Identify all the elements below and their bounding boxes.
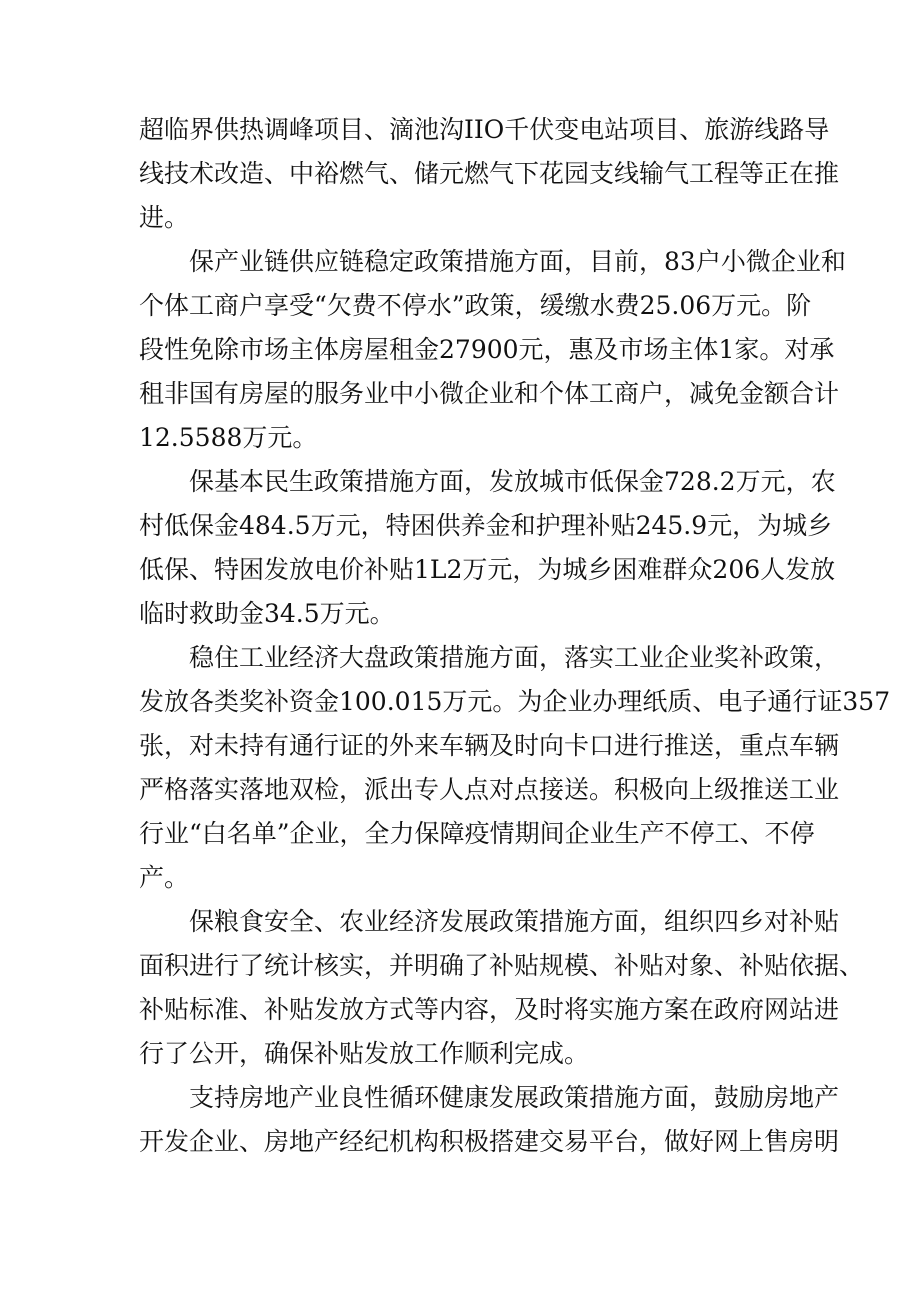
text-line: 发放各类奖补资金100.015万元。为企业办理纸质、电子通行证357	[139, 687, 891, 716]
text-line: 面积进行了统计核实，并明确了补贴规模、补贴对象、补贴依据、	[139, 951, 865, 980]
text-line: 张，对未持有通行证的外来车辆及时向卡口进行推送，重点车辆	[139, 731, 840, 760]
text-line: 租非国有房屋的服务业中小微企业和个体工商户，减免金额合计	[139, 379, 840, 408]
text-line: 个体工商户享受“欠费不停水”政策，缓缴水费25.06万元。阶	[139, 291, 812, 320]
text-line: 12.5588万元。	[139, 423, 318, 452]
text-line: 支持房地产业良性循环健康发展政策措施方面，鼓励房地产	[189, 1083, 840, 1112]
text-line: 低保、特困发放电价补贴1L2万元，为城乡困难群众206人发放	[139, 555, 836, 584]
text-line: 段性免除市场主体房屋租金27900元，惠及市场主体1家。对承	[139, 335, 835, 364]
text-line: 严格落实落地双检，派出专人点对点接送。积极向上级推送工业	[139, 775, 840, 804]
text-line: 超临界供热调峰项目、滴池沟IIO千伏变电站项目、旅游线路导	[139, 115, 830, 144]
text-line: 保粮食安全、农业经济发展政策措施方面，组织四乡对补贴	[189, 907, 840, 936]
text-line: 产。	[139, 863, 190, 892]
text-line: 村低保金484.5万元，特困供养金和护理补贴245.9元，为城乡	[139, 511, 833, 540]
text-line: 保产业链供应链稳定政策措施方面，目前，83户小微企业和	[189, 247, 846, 276]
text-line: 进。	[139, 203, 190, 232]
text-line: 临时救助金34.5万元。	[139, 599, 395, 628]
text-line: 开发企业、房地产经纪机构积极搭建交易平台，做好网上售房明	[139, 1127, 840, 1156]
text-line: 行了公开，确保补贴发放工作顺利完成。	[139, 1039, 590, 1068]
text-line: 补贴标准、补贴发放方式等内容，及时将实施方案在政府网站进	[139, 995, 840, 1024]
text-line: 保基本民生政策措施方面，发放城市低保金728.2万元，农	[189, 467, 836, 496]
text-line: 稳住工业经济大盘政策措施方面，落实工业企业奖补政策，	[189, 643, 840, 672]
text-line: 行业“白名单”企业，全力保障疫情期间企业生产不停工、不停	[139, 819, 815, 848]
text-line: 线技术改造、中裕燃气、储元燃气下花园支线输气工程等正在推	[139, 159, 840, 188]
